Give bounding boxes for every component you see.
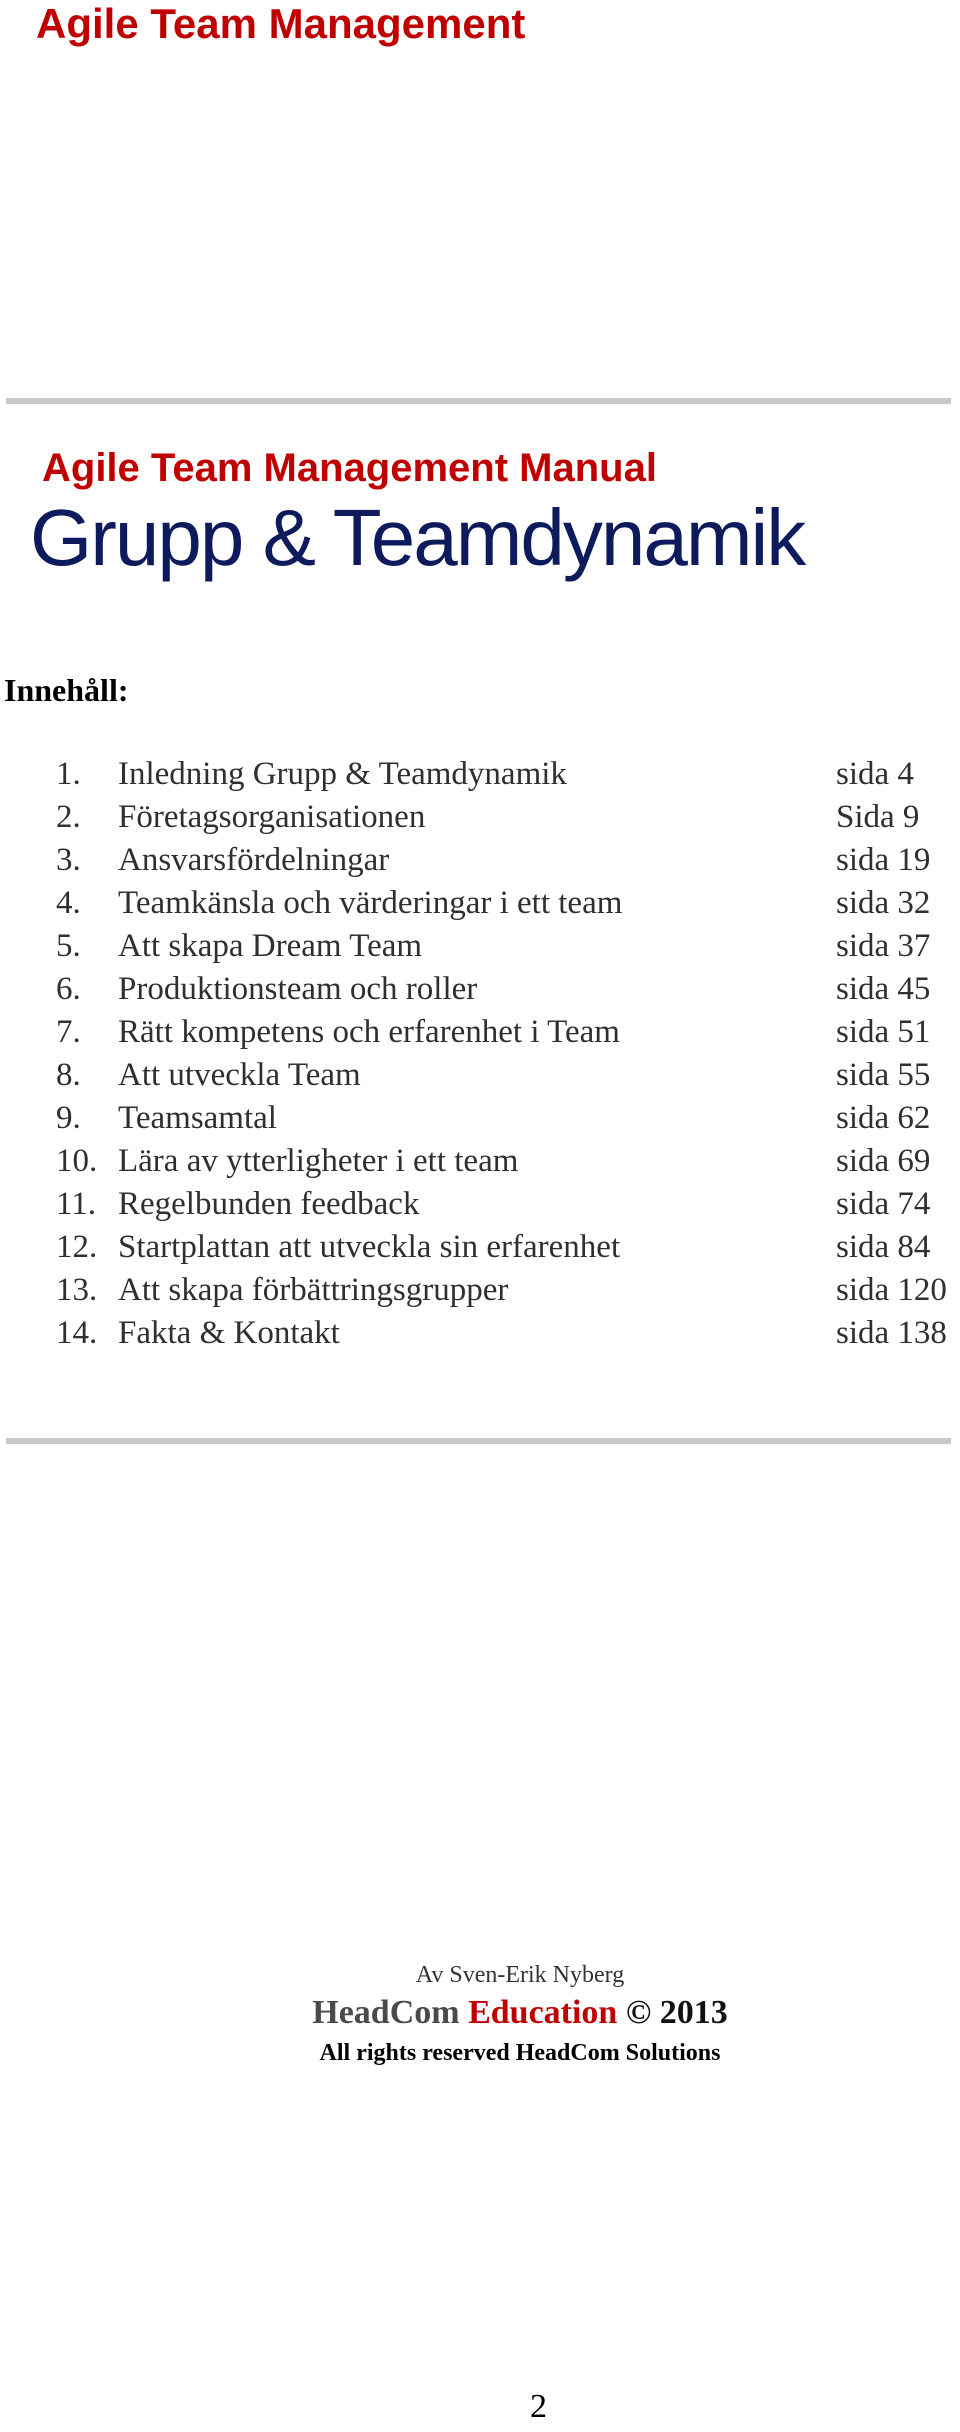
toc-item-number: 5.: [56, 928, 81, 964]
toc-item: [56, 1143, 960, 1186]
header-title: Agile Team Management: [36, 0, 526, 47]
toc-item-page: sida 74: [836, 1186, 931, 1222]
toc-item-page: sida 45: [836, 971, 931, 1007]
author-line: Av Sven-Erik Nyberg: [415, 1962, 625, 1988]
toc-item: [56, 842, 960, 885]
toc-item-title: Teamsamtal: [118, 1100, 277, 1136]
top-divider: [6, 398, 951, 404]
page-number: 2: [530, 2388, 547, 2425]
toc-item: [56, 1229, 960, 1272]
toc-item-number: 14.: [56, 1315, 98, 1351]
toc-item-title: Inledning Grupp & Teamdynamik: [118, 756, 567, 792]
toc-item-number: 7.: [56, 1014, 81, 1050]
toc-item-number: 11.: [56, 1186, 97, 1222]
toc-item-title: Rätt kompetens och erfarenhet i Team: [118, 1014, 620, 1050]
bottom-divider: [6, 1438, 951, 1444]
toc-item-page: Sida 9: [836, 799, 920, 835]
toc-item: [56, 1186, 960, 1229]
toc-item-title: Lära av ytterligheter i ett team: [118, 1143, 519, 1179]
toc-item-number: 12.: [56, 1229, 98, 1265]
toc-item: [56, 928, 960, 971]
toc-item-number: 13.: [56, 1272, 98, 1308]
toc-item-title: Att skapa förbättringsgrupper: [118, 1272, 509, 1308]
toc-item: [56, 971, 960, 1014]
toc-item-title: Teamkänsla och värderingar i ett team: [118, 885, 623, 921]
main-title: Grupp & Teamdynamik: [30, 493, 805, 582]
table-of-contents: [56, 756, 960, 1358]
toc-item-title: Företagsorganisationen: [118, 799, 426, 835]
brand-copyright: © 2013: [625, 1994, 728, 2031]
toc-item-number: 4.: [56, 885, 81, 921]
toc-item: [56, 756, 960, 799]
brand-education: Education: [468, 1994, 618, 2031]
toc-item-number: 8.: [56, 1057, 81, 1093]
toc-item-page: sida 55: [836, 1057, 931, 1093]
rights-line: All rights reserved HeadCom Solutions: [319, 2040, 721, 2066]
toc-item-number: 2.: [56, 799, 81, 835]
toc-item-title: Startplattan att utveckla sin erfarenhet: [118, 1229, 621, 1265]
brand-name: HeadCom: [312, 1994, 460, 2031]
toc-item-number: 10.: [56, 1143, 98, 1179]
toc-item: [56, 1272, 960, 1315]
toc-item-page: sida 120: [836, 1272, 947, 1308]
toc-item-title: Att skapa Dream Team: [118, 928, 423, 964]
toc-item-number: 9.: [56, 1100, 81, 1136]
toc-item: [56, 1100, 960, 1143]
toc-item: [56, 885, 960, 928]
toc-item: [56, 799, 960, 842]
toc-item-page: sida 69: [836, 1143, 931, 1179]
toc-item-page: sida 138: [836, 1315, 947, 1351]
toc-item-page: sida 62: [836, 1100, 931, 1136]
toc-item-title: Produktionsteam och roller: [118, 971, 478, 1007]
brand-line: [0, 1994, 960, 2032]
toc-item-page: sida 32: [836, 885, 931, 921]
toc-item-page: sida 37: [836, 928, 931, 964]
toc-item: [56, 1014, 960, 1057]
toc-item-title: Fakta & Kontakt: [118, 1315, 340, 1351]
toc-item-page: sida 84: [836, 1229, 931, 1265]
manual-title: Agile Team Management Manual: [42, 446, 657, 490]
toc-item-title: Att utveckla Team: [118, 1057, 361, 1093]
toc-item: [56, 1315, 960, 1358]
toc-item-number: 6.: [56, 971, 81, 1007]
toc-item-page: sida 4: [836, 756, 914, 792]
contents-heading: Innehåll:: [4, 672, 129, 708]
toc-item: [56, 1057, 960, 1100]
toc-item-title: Regelbunden feedback: [118, 1186, 420, 1222]
toc-item-title: Ansvarsfördelningar: [118, 842, 390, 878]
toc-item-number: 1.: [56, 756, 81, 792]
toc-item-page: sida 51: [836, 1014, 931, 1050]
toc-item-page: sida 19: [836, 842, 931, 878]
toc-item-number: 3.: [56, 842, 81, 878]
